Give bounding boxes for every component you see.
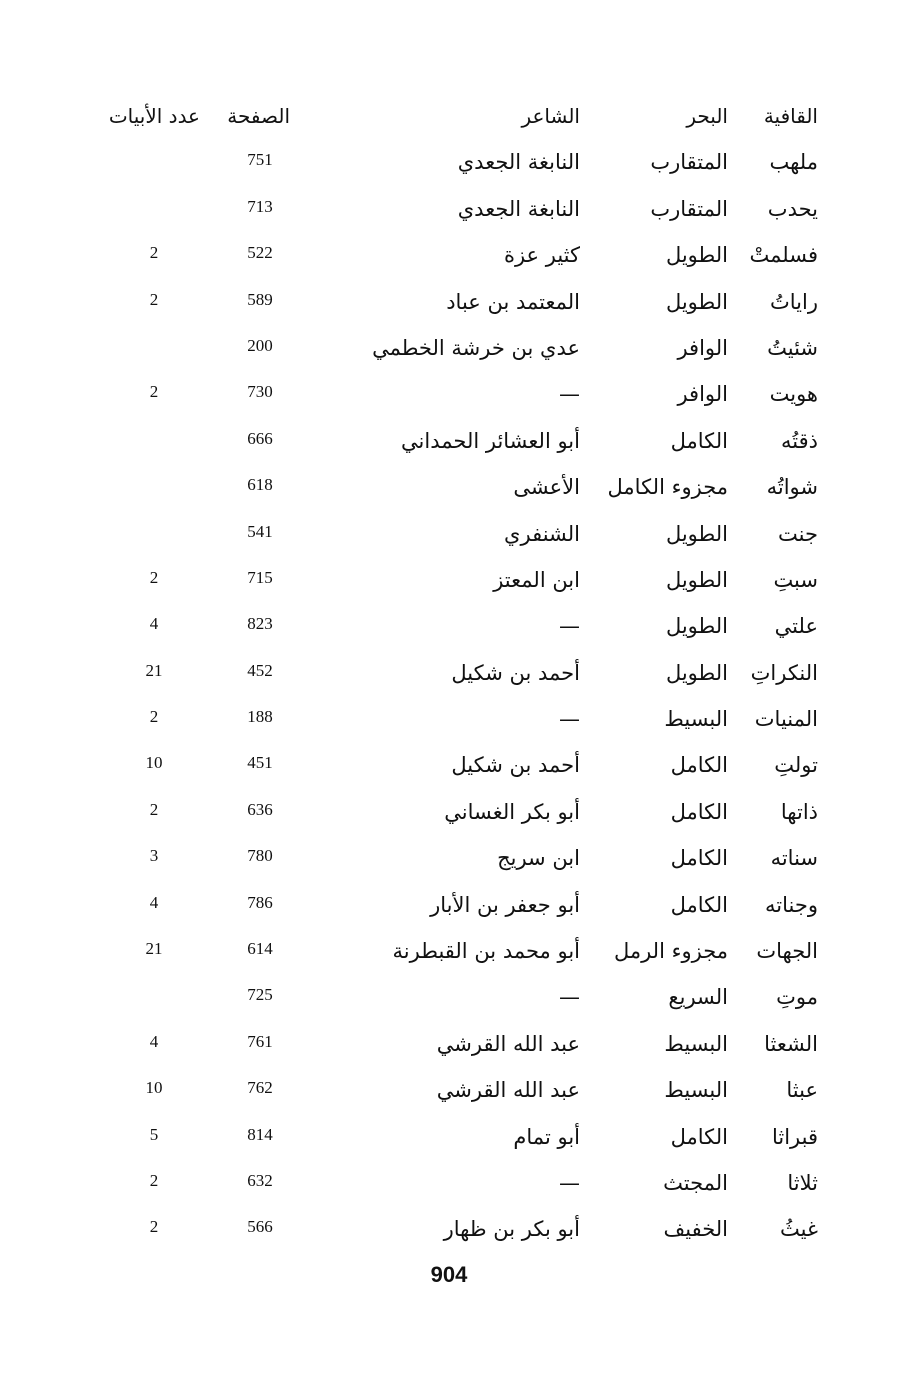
cell-bahr: الطويل [665,521,728,546]
cell-count: 21 [145,939,163,959]
cell-qafiya: الشعثا [764,1031,818,1056]
table-row [0,1070,898,1116]
cell-shaer: أحمد بن شكيل [451,753,580,778]
cell-qafiya: وجناته [765,892,818,917]
cell-shaer: أبو بكر بن ظهار [443,1217,580,1242]
cell-count: 10 [145,753,163,773]
cell-count: 2 [149,799,159,819]
cell-page: 632 [247,1170,273,1190]
cell-page: 751 [247,150,273,170]
page-number: 904 [430,1262,468,1287]
header-qafiya: القافية [763,104,818,128]
table-row [0,745,898,791]
cell-qafiya: فسلمتْ [749,243,818,268]
cell-count: 3 [149,846,159,866]
header-page: الصفحة [227,104,290,128]
cell-page: 522 [247,243,273,263]
cell-qafiya: سناته [770,846,818,871]
cell-bahr: الطويل [665,660,728,685]
table-row [0,931,898,977]
cell-count: 2 [149,289,159,309]
table-row [0,235,898,281]
cell-shaer: عدي بن خرشة الخطمي [372,335,580,360]
cell-bahr: الكامل [670,846,728,871]
cell-shaer: أبو بكر الغساني [444,799,580,824]
cell-bahr: الطويل [665,289,728,314]
cell-bahr: البسيط [664,707,728,732]
table-row [0,606,898,652]
cell-qafiya: راياتُ [770,289,818,314]
cell-shaer: — [559,382,580,407]
cell-page: 566 [247,1217,273,1237]
header-count: عدد الأبيات [108,104,200,128]
cell-bahr: الكامل [670,753,728,778]
cell-shaer: أبو تمام [513,1124,580,1149]
cell-bahr: المتقارب [650,150,728,175]
table-row [0,514,898,560]
cell-page: 666 [247,428,273,448]
cell-count: 21 [145,660,163,680]
cell-count: 2 [149,243,159,263]
cell-shaer: النابغة الجعدي [457,150,580,175]
cell-bahr: مجزوء الكامل [607,475,728,500]
cell-page: 200 [247,335,273,355]
cell-page: 780 [247,846,273,866]
cell-count: 4 [149,892,159,912]
cell-qafiya: المنيات [754,707,818,732]
cell-bahr: الكامل [670,428,728,453]
rhyme-index-table [0,96,898,1256]
cell-page: 188 [247,707,273,727]
cell-page: 823 [247,614,273,634]
cell-count: 2 [149,567,159,587]
table-row [0,838,898,884]
cell-qafiya: يحدب [767,196,818,221]
cell-bahr: مجزوء الرمل [613,939,728,964]
cell-page: 814 [247,1124,273,1144]
cell-shaer: النابغة الجعدي [457,196,580,221]
cell-shaer: ابن المعتز [493,567,580,592]
cell-qafiya: سبتِ [773,567,818,592]
table-row [0,467,898,513]
cell-page: 636 [247,799,273,819]
cell-count: 10 [145,1078,163,1098]
cell-bahr: الكامل [670,892,728,917]
cell-count: 2 [149,1217,159,1237]
cell-bahr: الوافر [677,382,728,407]
cell-shaer: أبو العشائر الحمداني [401,428,580,453]
cell-qafiya: غيثُ [780,1217,818,1242]
cell-page: 761 [247,1031,273,1051]
table-row [0,282,898,328]
table-row [0,1209,898,1255]
cell-qafiya: شئيتُ [767,335,818,360]
cell-qafiya: جنت [778,521,818,546]
cell-shaer: أبو محمد بن القبطرنة [392,939,580,964]
table-row [0,1163,898,1209]
cell-qafiya: النكراتِ [750,660,818,685]
table-body [0,142,898,1255]
cell-qafiya: هويت [769,382,818,407]
table-row [0,885,898,931]
cell-qafiya: ثلاثا [787,1170,818,1195]
table-row [0,421,898,467]
cell-qafiya: الجهات [756,939,818,964]
cell-qafiya: موتِ [776,985,818,1010]
cell-page: 452 [247,660,273,680]
table-row [0,699,898,745]
cell-shaer: — [559,985,580,1010]
cell-qafiya: شواتُه [766,475,818,500]
cell-bahr: الخفيف [663,1217,728,1242]
cell-shaer: — [559,1170,580,1195]
table-row [0,560,898,606]
header-bahr: البحر [686,104,728,128]
cell-bahr: الوافر [677,335,728,360]
table-row [0,1117,898,1163]
cell-bahr: الطويل [665,614,728,639]
table-row [0,142,898,188]
cell-shaer: كثير عزة [503,243,580,268]
cell-qafiya: ذقتُه [781,428,818,453]
cell-page: 730 [247,382,273,402]
cell-count: 2 [149,1170,159,1190]
cell-bahr: الكامل [670,1124,728,1149]
cell-count: 2 [149,707,159,727]
cell-page: 589 [247,289,273,309]
cell-qafiya: ذاتها [780,799,818,824]
cell-page: 786 [247,892,273,912]
cell-shaer: المعتمد بن عباد [446,289,580,314]
cell-page: 715 [247,567,273,587]
header-shaer: الشاعر [521,104,580,128]
table-row [0,374,898,420]
cell-page: 451 [247,753,273,773]
cell-bahr: المتقارب [650,196,728,221]
cell-count: 4 [149,1031,159,1051]
cell-qafiya: علتي [774,614,818,639]
cell-shaer: — [559,614,580,639]
cell-count: 5 [149,1124,159,1144]
cell-qafiya: تولتِ [774,753,818,778]
cell-shaer: أحمد بن شكيل [451,660,580,685]
cell-page: 762 [247,1078,273,1098]
cell-qafiya: قبراثا [771,1124,818,1149]
cell-page: 614 [247,939,273,959]
cell-qafiya: عبثا [786,1078,818,1103]
table-row [0,977,898,1023]
cell-bahr: المجتث [663,1170,728,1195]
cell-bahr: البسيط [664,1078,728,1103]
cell-shaer: عبد الله القرشي [436,1078,580,1103]
table-row [0,189,898,235]
cell-page: 541 [247,521,273,541]
cell-bahr: السريع [668,985,728,1010]
cell-bahr: الطويل [665,243,728,268]
table-row [0,792,898,838]
cell-shaer: عبد الله القرشي [436,1031,580,1056]
table-header [0,96,898,142]
cell-bahr: البسيط [664,1031,728,1056]
cell-count: 4 [149,614,159,634]
cell-shaer: أبو جعفر بن الأبار [430,892,580,917]
table-row [0,328,898,374]
cell-page: 725 [247,985,273,1005]
cell-shaer: الأعشى [513,475,580,500]
table-row [0,653,898,699]
cell-page: 713 [247,196,273,216]
cell-count: 2 [149,382,159,402]
cell-shaer: ابن سريج [497,846,580,871]
table-row [0,1024,898,1070]
cell-bahr: الكامل [670,799,728,824]
cell-shaer: الشنفري [504,521,580,546]
cell-bahr: الطويل [665,567,728,592]
cell-shaer: — [559,707,580,732]
cell-qafiya: ملهب [769,150,818,175]
cell-page: 618 [247,475,273,495]
